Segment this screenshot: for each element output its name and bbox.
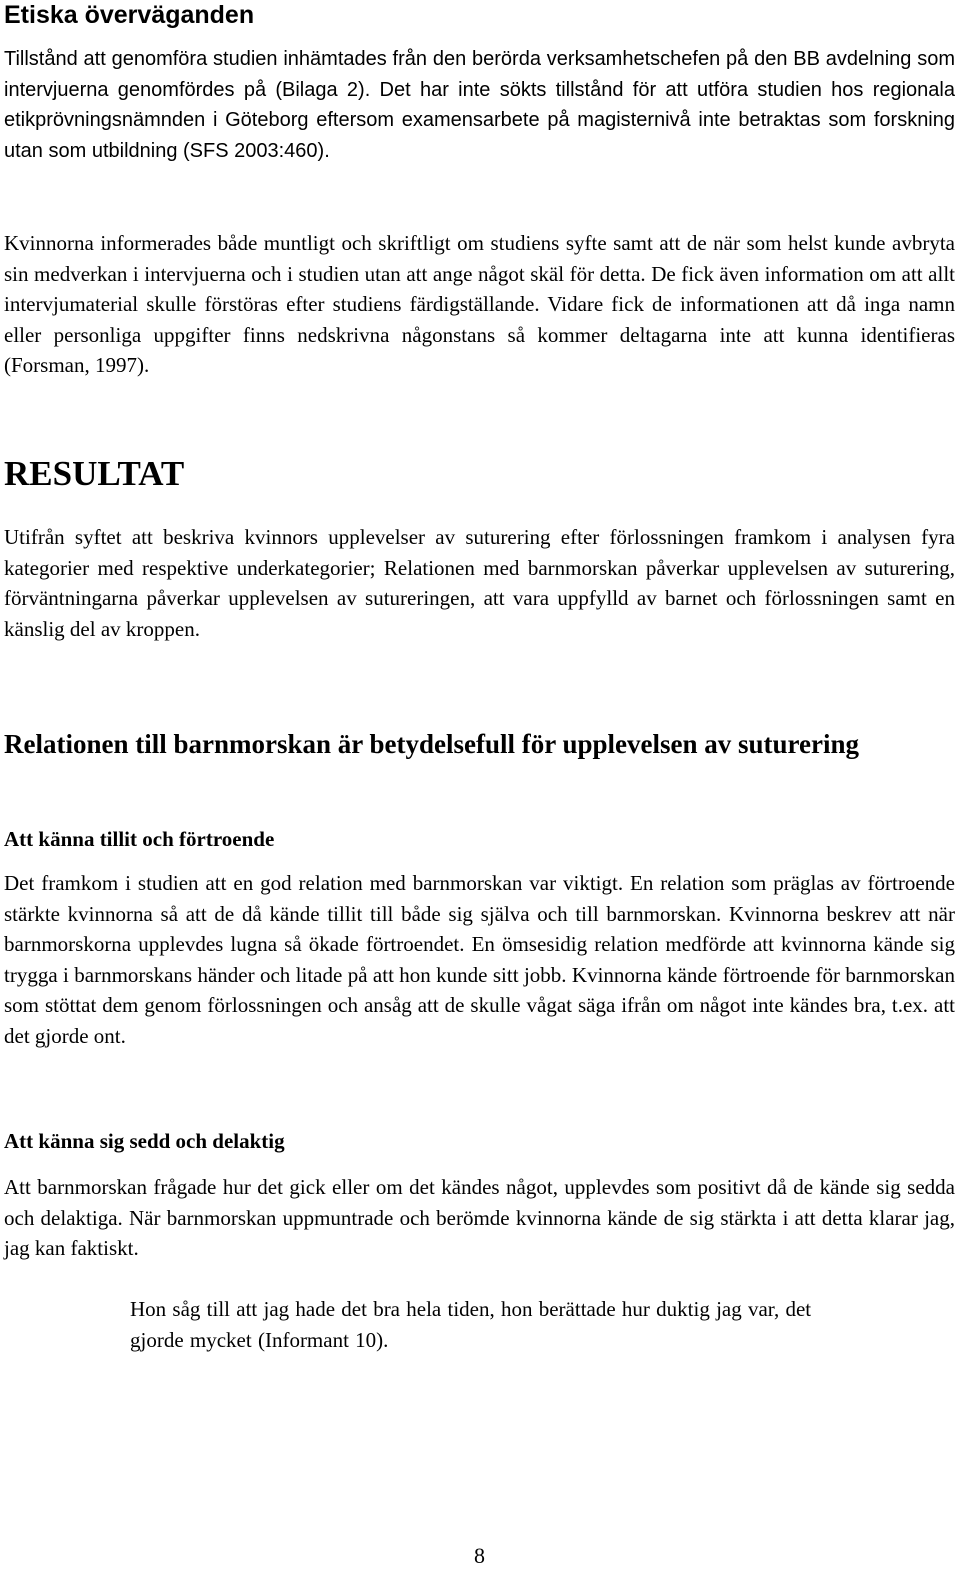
trust-paragraph: Det framkom i studien att en god relation med barnmorskan var viktigt. En relation som präglas av förtroende stärkte kvinnorna så att de då kände tillit till både sig själva och till barnmorskan. Kvinnorna beskrev att när barnmorskorna upplevdes lugna så ökade förtroendet. En ömsesidig relation medförde att kvinnorna kände sig trygga i barnmorskans händer och litade på att hon kunde sitt jobb. Kvinnorna kände förtroende för barnmorskan som stöttat dem genom förlossningen och ansåg att de skulle vågat säga ifrån om något inte kändes bra, t.ex. att det gjorde ont. [4, 871, 955, 1048]
results-paragraph: Utifrån syftet att beskriva kvinnors upplevelser av suturering efter förlossningen framkom i analysen fyra kategorier med respektive underkategorier; Relationen med barnmorskan påverkar upplevelsen av suturering, förväntningarna påverkar upplevelsen av sutureringen, att vara uppfylld av barnet och förlossningen samt en känslig del av kroppen. [4, 525, 955, 641]
results-heading: RESULTAT [4, 454, 185, 493]
seen-paragraph: Att barnmorskan frågade hur det gick eller om det kändes något, upplevdes som positivt då de kände sig sedda och delaktiga. När barnmorskan uppmuntrade och berömde kvinnorna kände de sig stärkta i att detta klarar jag, jag kan faktiskt. [4, 1175, 955, 1260]
page-number: 8 [474, 1543, 485, 1568]
ethics-paragraph-1: Tillstånd att genomföra studien inhämtades från den berörda verksamhetschefen på den BB avdelning som intervjuerna genomfördes på (Bilaga 2). Det har inte sökts tillstånd för att utföra studien hos regionala etikprövningsnämnden i Göteborg eftersom examensarbete på magisternivå inte betraktas som forskning utan som utbildning (SFS 2003:460). [4, 48, 955, 162]
subheading-trust: Att känna tillit och förtroende [4, 827, 275, 851]
subheading-seen: Att känna sig sedd och delaktig [4, 1129, 285, 1153]
category-heading-relation: Relationen till barnmorskan är betydelsefull för upplevelsen av suturering [4, 729, 860, 759]
ethics-heading: Etiska överväganden [4, 1, 255, 29]
ethics-paragraph-2: Kvinnorna informerades både muntligt och skriftligt om studiens syfte samt att de när som helst kunde avbryta sin medverkan i intervjuerna och i studien utan att ange något skäl för detta. De fick även information om att allt intervjumaterial skulle förstöras efter studiens färdigställande. Vidare fick de informationen att då inga namn eller personliga uppgifter finns nedskrivna någonstans så kommer deltagarna inte att kunna identifieras (Forsman, 1997). [4, 231, 955, 377]
informant-quote: Hon såg till att jag hade det bra hela tiden, hon berättade hur duktig jag var, det gjorde mycket (Informant 10). [130, 1297, 812, 1352]
